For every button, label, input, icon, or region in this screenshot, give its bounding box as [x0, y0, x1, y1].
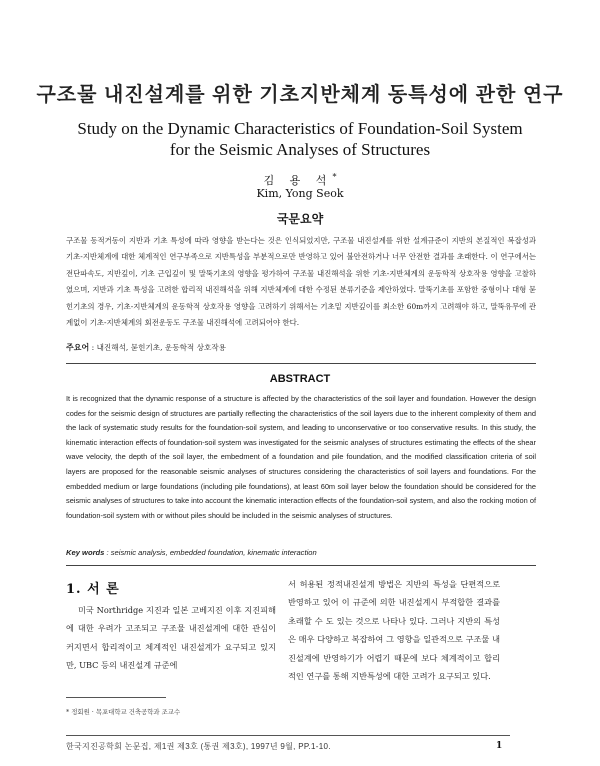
korean-keywords [66, 342, 546, 353]
korean-keywords-text: : 내진해석, 묻힌기초, 운동학적 상호작용 [89, 343, 227, 352]
english-keywords [66, 548, 546, 557]
english-abstract-body: It is recognized that the dynamic response of a structure is affected by the characteristics of the soil layer and foundation. However the design codes for the seismic design of structures are partially reflecting the characteristics of the soil layers due to the inherent complexity of them and the lack of systematic study results for the foundation-soil system, and leading to unconservative or too conservative results. In this study, the kinematic interaction effects of foundation-soil system was investigated for the seismic analyses of structures estimating the effects of the shear wave velocity, the depth of the soil layer, the embedment of a foundation and pile foundation, and the modified classification criteria of soil layers are proposed for the reasonable seismic analyses of structures considering the characteristics of soil layers and foundations. For the embedded medium or large foundations (including pile foundations), at least 60m soil layer below the foundation should be considered for the seismic analyses of structures to take into account the kinematic interaction effects of the foundation-soil system, and also the rocking motion of foundation-soil system with or without piles should be included in the seismic analyses of structures. [66, 394, 536, 520]
section-heading-introduction: 1. 서 론 [66, 582, 120, 597]
english-keywords-label: Key words [66, 548, 105, 557]
korean-abstract-body: 구조물 동적거동이 지반과 기초 특성에 따라 영향을 받는다는 것은 인식되었지만, 구조물 내진설계를 위한 설계규준이 지반의 본질적인 복잡성과 기초-지반체계에 대한 체계적인 연구부족으로 지반특성을 부분적으로만 반영하고 있어 불안전하거나 너무 안전한 결과를 초래한다. 이 연구에서는 전단파속도, 지반깊이, 기초 근입깊이 및 말뚝기초의 영향을 평가하여 구조물 내진해석을 위한 기초-지반체계의 운동학적 상호작용 영향을 고찰하였으며, 지반과 기초 특성을 고려한 합리적 내진해석을 위해 지반체계에 대한 수정된 분류기준을 제안하였다. 말뚝기초를 포함한 중형이나 대형 묻힌기초의 경우, 기초-지반체계의 운동학적 상호작용 영향을 고려하기 위해서는 기초밑 지반깊이를 최소한 60m까지 고려해야 하고, 말뚝유무에 관계없이 기초-지반체계의 회전운동도 구조물 내진해석에 고려되어야 한다. [66, 236, 536, 328]
korean-abstract-heading: 국문요약 [276, 212, 324, 226]
page-number: 1 [496, 741, 503, 751]
footnote-divider [66, 697, 166, 698]
author-english: Kim, Yong Seok [256, 187, 344, 200]
introduction-right-column: 서 허용된 정적내진설계 방법은 지반의 특성을 단편적으로 반영하고 있어 이 규준에 의한 내진설계시 부적합한 결과를 초래할 수 도 있는 것으로 나타나 있다. 그러나 지반의 특성은 매우 다양하고 복잡하여 그 영향을 일관적으로 구조물 내진설계에 반영하기가 어렵기 때문에 보다 체계적이고 합리적인 연구를 통해 지반특성에 대한 고려가 요구되고 있다. [288, 579, 500, 682]
divider-bottom [66, 565, 536, 566]
english-keywords-text: : seismic analysis, embedded foundation, kinematic interaction [104, 548, 317, 557]
author-name-ko: 김 용 석 [263, 174, 333, 187]
title-english-line2: for the Seismic Analyses of Structures [169, 140, 431, 159]
title-english-line1: Study on the Dynamic Characteristics of Foundation-Soil System [77, 119, 523, 138]
footer-divider [66, 735, 510, 736]
author-footnote-mark: * [332, 172, 337, 182]
korean-keywords-label: 주요어 [66, 342, 90, 352]
title-korean: 구조물 내진설계를 위한 기초지반체계 동특성에 관한 연구 [36, 84, 564, 106]
journal-citation: 한국지진공학회 논문집, 제1권 제3호 (통권 제3호), 1997년 9월, PP.1-10. [66, 742, 331, 751]
title-english [40, 118, 560, 160]
english-abstract-heading: ABSTRACT [269, 373, 331, 385]
divider-top [66, 363, 536, 364]
introduction-left-column: 미국 Northridge 지진과 일본 고베지진 이후 지진피해에 대한 우려가 고조되고 구조물 내진설계에 대한 관심이 커지면서 합리적이고 체계적인 내진설계가 요구되고 있지만, UBC 등의 내진설계 규준에 [66, 605, 276, 671]
author-korean [0, 172, 600, 188]
author-affiliation-footnote: * 정회원 · 목포대학교 건축공학과 조교수 [66, 708, 181, 716]
